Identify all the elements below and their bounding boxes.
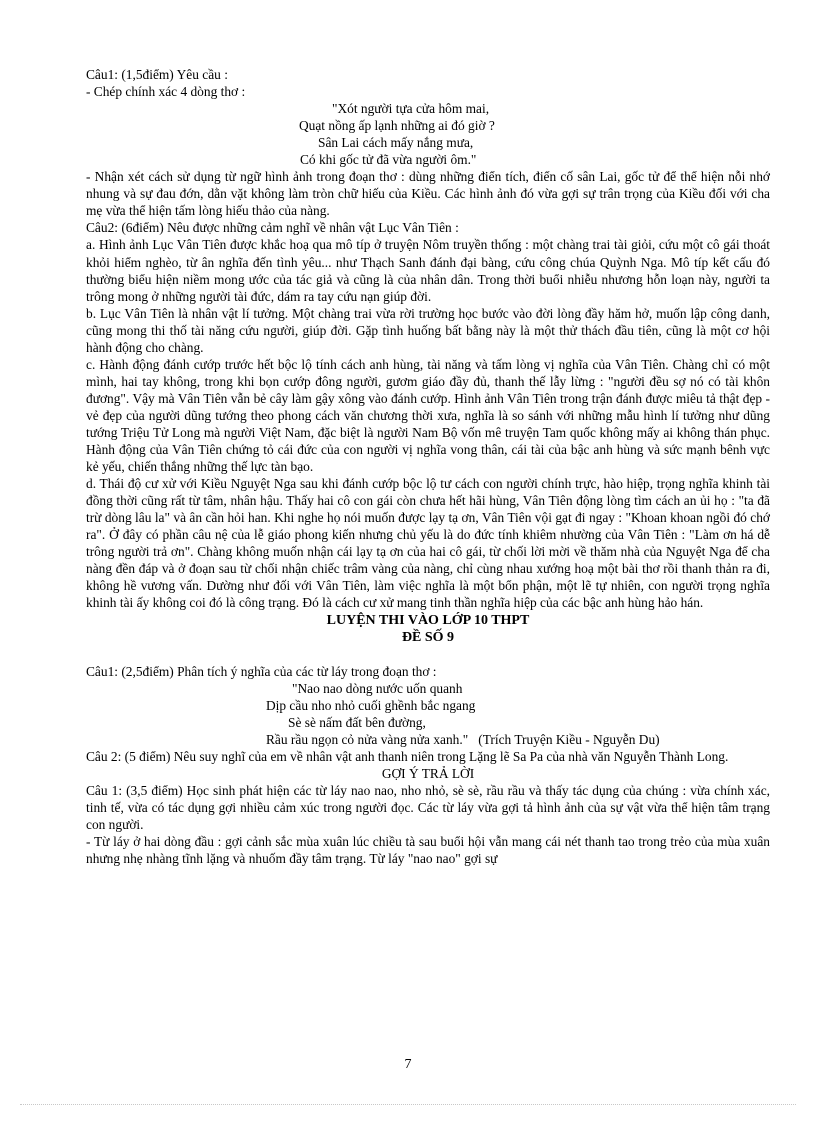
exam-number: ĐỀ SỐ 9 bbox=[401, 629, 455, 645]
poem-nao-nao bbox=[86, 680, 770, 748]
exam-cau2: Câu 2: (5 điểm) Nêu suy nghĩ của em về nhân vật anh thanh niên trong Lặng lẽ Sa Pa của nhà văn Nguyễn Thành Long. bbox=[86, 748, 729, 764]
cau2-heading: Câu2: (6điểm) Nêu được những cảm nghĩ về nhân vật Lục Vân Tiên : bbox=[86, 220, 459, 236]
poem-line: "Xót người tựa cửa hôm mai, bbox=[332, 101, 490, 117]
cau2-paragraph-c: c. Hành động đánh cướp trước hết bộc lộ tính cách anh hùng, tài năng và tấm lòng vị nghĩa của Vân Tiên. Chàng chỉ có một mình, hai tay không, trong khi bọn cướp đông người, gươm giáo đầy đủ, thanh thế lẫy lừng : "người đều sợ nó có tài khôn đương". Vậy mà Vân Tiên vẫn bẻ cây làm gậy xông vào đánh cướp. Hình ảnh Vân Tiên trong trận đánh được miêu tả thật đẹp - vẻ đẹp của người dũng tướng theo phong cách văn chương thời xưa, nghĩa là so sánh với những mẫu hình lí tưởng như dũng tướng Triệu Tử Long mà người Việt Nam, đặc biệt là người Nam Bộ vốn mê truyện Tam quốc không mấy ai không thán phục. Hành động của Vân Tiên chứng tỏ cái đức của con người vị nghĩa vong thân, cái tài của bậc anh hùng và sức mạnh bênh vực kẻ yếu, chiến thắng những thế lực tàn bạo. bbox=[86, 356, 770, 475]
answer-paragraph-2: - Từ láy ở hai dòng đầu : gợi cảnh sắc mùa xuân lúc chiều tà sau buổi hội vẫn mang cái nét thanh tao trong trẻo của mùa xuân nhưng nhẹ nhàng tĩnh lặng và nhuốm đầy tâm trạng. Từ láy "nao nao" gợi sự bbox=[86, 834, 770, 867]
poem-line: "Nao nao dòng nước uốn quanh bbox=[292, 680, 463, 696]
cau2-paragraph-d: d. Thái độ cư xử với Kiều Nguyệt Nga sau khi đánh cướp bộc lộ tư cách con người chính trực, hào hiệp, trọng nghĩa khinh tài đồng thời cũng rất từ tâm, nhân hậu. Thấy hai cô con gái còn chưa hết hãi hùng, Vân Tiên động lòng tìm cách an ủi họ : "ta đã trừ dòng lâu la" và ân cần hỏi han. Khi nghe họ nói muốn được lạy tạ ơn, Vân Tiên vội gạt đi ngay : "Khoan khoan ngồi đó chớ ra". Ở đây có phần câu nệ của lễ giáo phong kiến nhưng chủ yếu là do đức tính khiêm nhường của Vân Tiên : "Làm ơn há dễ trông người trả ơn". Chàng không muốn nhận cái lạy tạ ơn của hai cô gái, từ chối lời mời về thăm nhà của Nguyệt Nga để cha nàng đền đáp và ở đoạn sau từ chối nhận chiếc trâm vàng của nàng, chỉ cùng nhau xướng hoạ một bài thơ rồi thanh thản ra đi, không hề vương vấn. Dường như đối với Vân Tiên, làm việc nghĩa là một bổn phận, một lẽ tự nhiên, con người trọng nghĩa khinh tài ấy không coi đó là công trạng. Đó là cách cư xử mang tinh thần nghĩa hiệp của các bậc anh hùng hảo hán. bbox=[86, 476, 770, 611]
page-content bbox=[86, 66, 770, 867]
poem-line-text: Rầu rầu ngọn cỏ nửa vàng nửa xanh." bbox=[266, 731, 469, 747]
poem-line: Dịp cầu nho nhỏ cuối ghềnh bắc ngang bbox=[266, 697, 476, 713]
poem-line: Quạt nồng ấp lạnh những ai đó giờ ? bbox=[299, 118, 495, 134]
exam-title: LUYỆN THI VÀO LỚP 10 THPT bbox=[326, 612, 530, 628]
poem-line: Sân Lai cách mấy nắng mưa, bbox=[318, 135, 474, 151]
poem-line bbox=[86, 731, 770, 748]
cau1-instruction: - Chép chính xác 4 dòng thơ : bbox=[86, 84, 246, 100]
page-number: 7 bbox=[404, 1057, 412, 1072]
page-bottom-divider bbox=[20, 1104, 796, 1105]
poem-source: (Trích Truyện Kiều - Nguyễn Du) bbox=[478, 731, 660, 747]
cau1-comment-paragraph: - Nhận xét cách sử dụng từ ngữ hình ảnh trong đoạn thơ : dùng những điển tích, điển cố sân Lai, gốc tử để thể hiện nỗi nhớ nhung và sự đau đớn, dằn vặt không làm tròn chữ hiếu của Kiều. Các hình ảnh đó vừa gợi sự trân trọng của Kiều đối với cha mẹ vừa thể hiện tấm lòng hiếu thảo của nàng. bbox=[86, 169, 770, 219]
cau2-paragraph-b: b. Lục Vân Tiên là nhân vật lí tưởng. Một chàng trai vừa rời trường học bước vào đời lòng đầy hăm hở, muốn lập công danh, cũng mong thi thố tài năng cứu người, giúp đời. Gặp tình huống bất bằng này là một thử thách đầu tiên, cũng là một cơ hội hành động cho chàng. bbox=[86, 305, 770, 355]
answer-heading: GỢI Ý TRẢ LỜI bbox=[381, 765, 475, 781]
poem-line: Sè sè nấm đất bên đường, bbox=[288, 714, 426, 730]
exam-cau1: Câu1: (2,5điểm) Phân tích ý nghĩa của các từ láy trong đoạn thơ : bbox=[86, 663, 437, 679]
poem-line: Có khi gốc tử đã vừa người ôm." bbox=[300, 152, 477, 168]
answer-cau1-paragraph: Câu 1: (3,5 điểm) Học sinh phát hiện các từ láy nao nao, nho nhỏ, sè sè, rầu rầu và thấy tác dụng của chúng : vừa chính xác, tinh tế, vừa có tác dụng gợi nhiều cảm xúc trong người đọc. Các từ láy vừa gợi tả hình ảnh của sự vật vừa thể hiện tâm trạng con người. bbox=[86, 782, 770, 833]
poem-luc-bat-kieu bbox=[86, 100, 770, 168]
spacer bbox=[86, 646, 770, 663]
cau1-heading: Câu1: (1,5điểm) Yêu cầu : bbox=[86, 67, 228, 82]
cau2-paragraph-a: a. Hình ảnh Lục Vân Tiên được khắc hoạ qua mô típ ở truyện Nôm truyền thống : một chàng trai tài giỏi, cứu một cô gái thoát khỏi hiểm nghèo, từ ân nghĩa đến tình yêu... như Thạch Sanh đánh đại bàng, cứu công chúa Quỳnh Nga. Mô típ kết cấu đó thường biểu hiện niềm mong ước của tác giả và cũng là của nhân dân. Trong thời buổi nhiễu nhương hỗn loạn này, người ta trông mong ở những người tài đức, dám ra tay cứu nạn giúp đời. bbox=[86, 237, 770, 304]
